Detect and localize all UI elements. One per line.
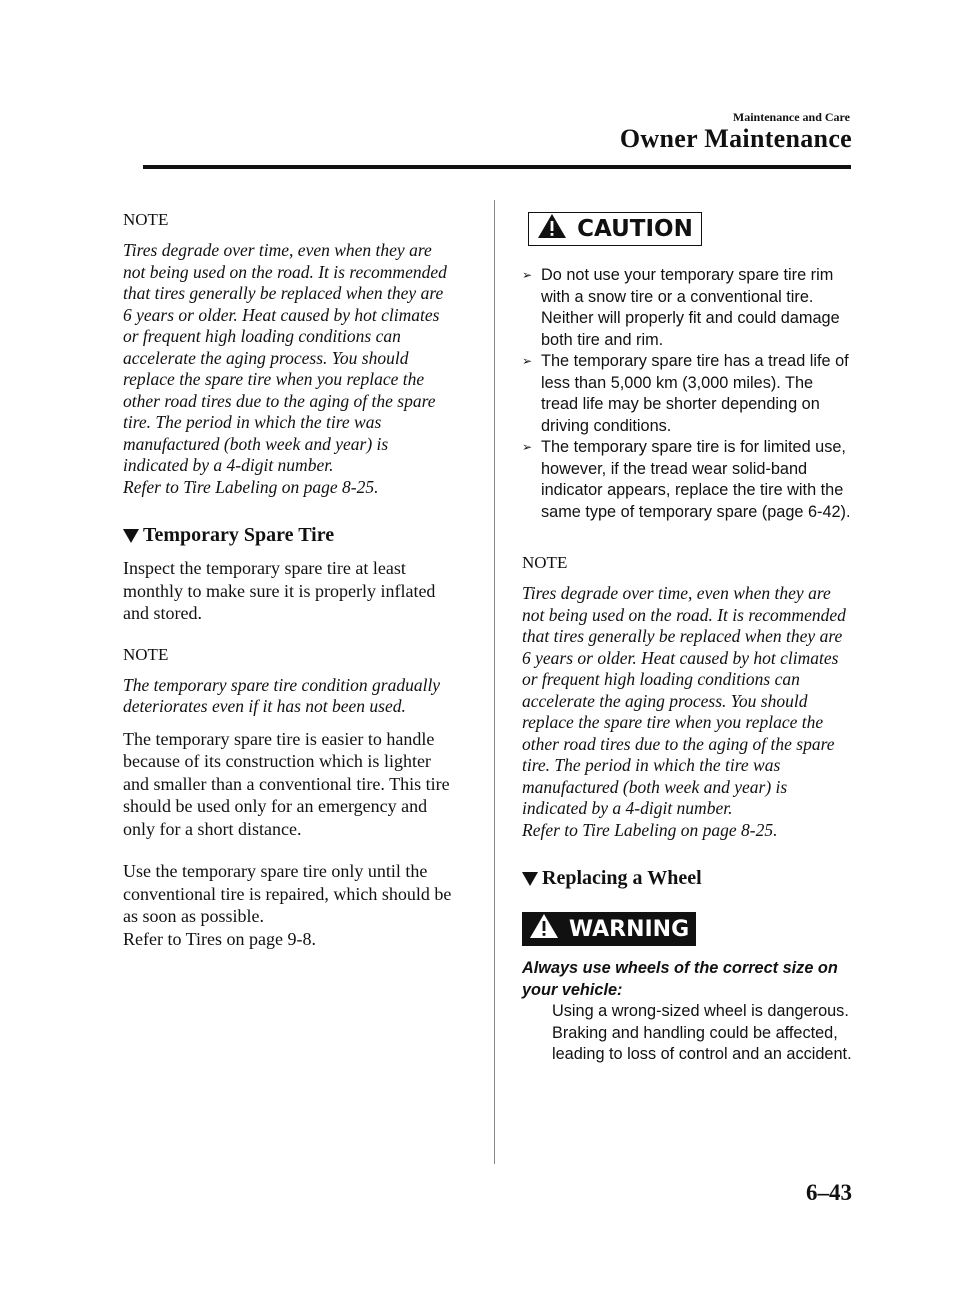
left-column: [123, 210, 453, 950]
triangle-marker-icon: [522, 872, 538, 886]
list-item: ➢ Do not use your temporary spare tire rim with a snow tire or a conventional tire. Neither will properly fit and could damage both tire and rim.: [522, 266, 840, 349]
section-heading: [522, 867, 852, 890]
paragraph: Inspect the temporary spare tire at least monthly to make sure it is properly inflated and stored.: [123, 558, 436, 623]
warning-triangle-icon: [537, 213, 567, 245]
list-item: ➢ The temporary spare tire has a tread life of less than 5,000 km (3,000 miles). The tread life may be shorter depending on driving conditions.: [522, 352, 849, 435]
warning-detail: Using a wrong-sized wheel is dangerous. Braking and handling could be affected, leading to loss of control and an accident.: [552, 1002, 852, 1063]
note-label: NOTE: [123, 210, 169, 229]
paragraph: Use the temporary spare tire only until the conventional tire is repaired, which should be as soon as possible.: [123, 861, 452, 926]
page-title: Owner Maintenance: [619, 124, 852, 153]
note-text: The temporary spare tire condition gradually deteriorates even if it has not been used.: [123, 674, 441, 716]
warning-lead: Always use wheels of the correct size on your vehicle:: [522, 959, 838, 999]
caution-list: [522, 265, 852, 523]
note-reference: Refer to Tire Labeling on page 8-25.: [522, 819, 778, 840]
caution-label: CAUTION: [577, 216, 693, 242]
caution-banner: [528, 212, 702, 246]
column-divider: [494, 200, 495, 1164]
heading-text: Temporary Spare Tire: [143, 524, 335, 546]
warning-label: WARNING: [568, 916, 690, 942]
note-reference: Refer to Tire Labeling on page 8-25.: [123, 476, 379, 497]
note-label: NOTE: [123, 644, 169, 664]
paragraph-reference: Refer to Tires on page 9-8.: [123, 928, 316, 949]
note-label: NOTE: [522, 553, 568, 572]
warning-banner: [522, 912, 696, 946]
paragraph: The temporary spare tire is easier to handle because of its construction which is lighter and smaller than a conventional tire. This tire should be used only for an emergency and only for a short distance.: [123, 728, 450, 839]
arrow-bullet-icon: ➢: [522, 354, 533, 368]
list-item: ➢ The temporary spare tire is for limited use, however, if the tread wear solid-band indicator appears, replace the tire with the same type of temporary spare (page 6-42).: [522, 438, 851, 521]
section-heading: [123, 524, 453, 547]
note-text: Tires degrade over time, even when they are not being used on the road. It is recommended that tires generally be replaced when they are 6 years or older. Heat caused by hot climates or frequent high loading conditions can accelerate the aging process. You should replace the spare tire when you replace the other road tires due to the aging of the spare tire. The period in which the tire was manufactured (both week and year) is indicated by a 4-digit number.: [522, 583, 846, 818]
heading-text: Replacing a Wheel: [542, 867, 702, 889]
arrow-bullet-icon: ➢: [522, 440, 533, 454]
right-column: [522, 212, 852, 1066]
triangle-marker-icon: [123, 529, 139, 543]
note-text: Tires degrade over time, even when they are not being used on the road. It is recommended that tires generally be replaced when they are 6 years or older. Heat caused by hot climates or frequent high loading conditions can accelerate the aging process. You should replace the spare tire when you replace the other road tires due to the aging of the spare tire. The period in which the tire was manufactured (both week and year) is indicated by a 4-digit number.: [123, 240, 447, 475]
warning-triangle-icon: [529, 913, 559, 945]
header-section-label: Maintenance and Care: [732, 110, 850, 124]
header-rule: [143, 165, 851, 169]
arrow-bullet-icon: ➢: [522, 268, 533, 282]
page-number: 6–43: [806, 1180, 852, 1205]
